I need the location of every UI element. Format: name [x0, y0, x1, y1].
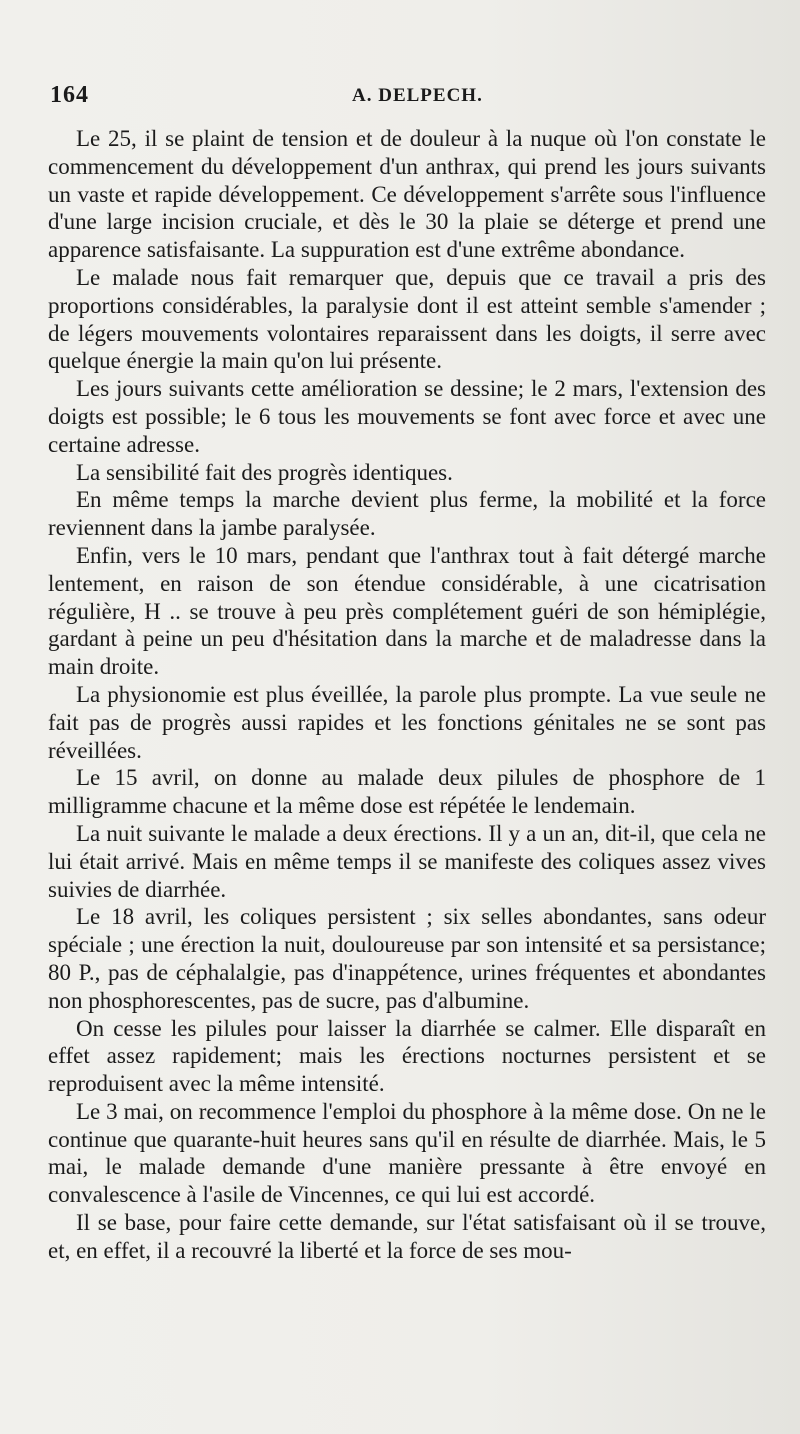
page-header	[50, 82, 770, 114]
body-text	[48, 125, 766, 1265]
paragraph: Le 18 avril, les coliques persistent ; six selles abondantes, sans odeur spéciale ; une érection la nuit, douloureuse par son intensité et sa persistance; 80 P., pas de céphalalgie, pas d'inappétence, urines fréquentes et abondantes non phosphorescentes, pas de sucre, pas d'albumine.	[48, 904, 766, 1013]
paragraph: Le 25, il se plaint de tension et de douleur à la nuque où l'on constate le commencement du développement d'un anthrax, qui prend les jours suivants un vaste et rapide développement. Ce développement s'arrête sous l'influence d'une large incision cruciale, et dès le 30 la plaie se déterge et prend une apparence satisfaisante. La suppuration est d'une extrême abondance.	[48, 126, 766, 263]
paragraph: La nuit suivante le malade a deux érections. Il y a un an, dit-il, que cela ne lui était arrivé. Mais en même temps il se manifeste des coliques assez vives suivies de diarrhée.	[48, 820, 766, 902]
page-number: 164	[50, 82, 89, 108]
paragraph: La sensibilité fait des progrès identiques.	[76, 459, 453, 485]
running-head: A. DELPECH.	[352, 85, 483, 106]
paragraph: Le malade nous fait remarquer que, depuis que ce travail a pris des proportions considérables, la paralysie dont il est atteint semble s'amender ; de légers mouvements volontaires reparaissent dans les doigts, il serre avec quelque énergie la main qu'on lui présente.	[48, 264, 766, 374]
paragraph: On cesse les pilules pour laisser la diarrhée se calmer. Elle disparaît en effet assez rapidement; mais les érections nocturnes persistent et se reproduisent avec la même intensité.	[48, 1015, 766, 1097]
paragraph: Il se base, pour faire cette demande, sur l'état satisfaisant où il se trouve, et, en effet, il a recouvré la liberté et la force de ses mou-	[48, 1210, 766, 1263]
paragraph: Enfin, vers le 10 mars, pendant que l'anthrax tout à fait détergé marche lentement, en raison de son étendue considérable, à une cicatrisation régulière, H .. se trouve à peu près complétement guéri de son hémiplégie, gardant à peine un peu d'hésitation dans la marche et de maladresse dans la main droite.	[48, 542, 766, 680]
paragraph: Le 15 avril, on donne au malade deux pilules de phosphore de 1 milligramme chacune et la même dose est répétée le lendemain.	[48, 765, 766, 819]
paragraph: La physionomie est plus éveillée, la parole plus prompte. La vue seule ne fait pas de progrès aussi rapides et les fonctions génitales ne se sont pas réveillées.	[48, 681, 766, 763]
paragraph: Le 3 mai, on recommence l'emploi du phosphore à la même dose. On ne le continue que quarante-huit heures sans qu'il en résulte de diarrhée. Mais, le 5 mai, le malade demande d'une manière pressante à être envoyé en convalescence à l'asile de Vincennes, ce qui lui est accordé.	[48, 1098, 766, 1208]
paragraph: En même temps la marche devient plus ferme, la mobilité et la force reviennent dans la jambe paralysée.	[48, 487, 766, 541]
paragraph: Les jours suivants cette amélioration se dessine; le 2 mars, l'extension des doigts est possible; le 6 tous les mouvements se font avec force et avec une certaine adresse.	[48, 376, 766, 457]
